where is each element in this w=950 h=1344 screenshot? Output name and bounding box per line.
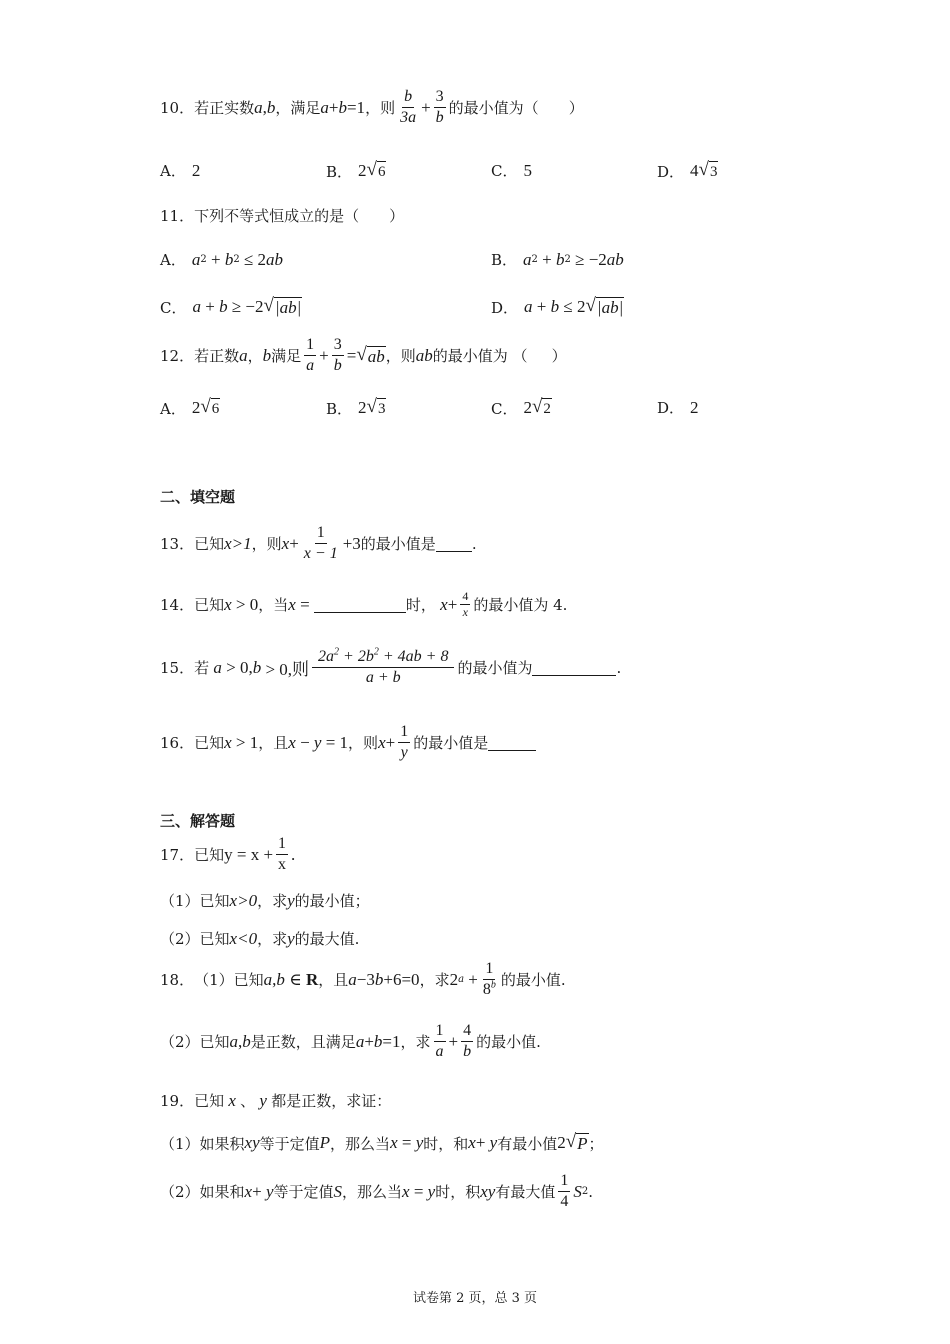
question-19: 19． 已知 x 、 y 都是正数，求证：	[160, 1090, 392, 1110]
section-heading-fill-in: 二、填空题	[160, 488, 236, 506]
question-text: 时，	[405, 596, 436, 614]
question-text: ，那么当	[330, 1134, 391, 1153]
question-text: 等于定值	[273, 1183, 334, 1201]
option-label: A．	[160, 399, 186, 418]
question-text: 满足	[271, 347, 302, 365]
question-text: ，则	[365, 99, 396, 117]
question-13: 13． 已知 x>1 ，则 x + $\frac{1}{x - 1}$ +3 的最小值是 .	[160, 524, 477, 562]
question-18-part-1: 18． （1）已知 a , b ∈ R ，且 a −3 b +6=0 ，求 2 a + $\frac{1}{8^b}$ 的最小值.	[160, 960, 566, 998]
section-heading-solutions: 三、解答题	[160, 812, 236, 830]
answer-blank[interactable]	[532, 659, 616, 676]
option-d[interactable]: D． a + b ≤ 2 √ |ab|	[491, 295, 624, 317]
question-text: ；	[588, 1134, 604, 1153]
sqrt: √ ab	[356, 343, 385, 366]
option-label: B．	[326, 162, 353, 181]
question-text: ）	[389, 207, 405, 225]
question-text: ，则	[348, 734, 379, 752]
fraction: $\frac{4}{x}$	[462, 589, 469, 619]
option-a[interactable]	[160, 160, 200, 181]
question-text: ）	[568, 99, 584, 117]
question-10: 10． 若正实数 a , b ，满足 a + b =1 ，则 $\frac{b}{3a}$ + $\frac{3}{b}$ 的最小值为（ ）	[160, 88, 584, 126]
question-text: 的最小值为	[457, 659, 533, 677]
option-label: C．	[491, 399, 518, 418]
option-label: D．	[491, 298, 519, 317]
option-label: A．	[160, 251, 186, 269]
question-text: .	[588, 1182, 593, 1201]
question-text: .	[616, 658, 622, 677]
fraction: $\frac{3}{b}$	[435, 88, 444, 126]
sqrt: √ |ab|	[263, 295, 302, 317]
sqrt: √ |ab|	[585, 295, 624, 317]
question-text: （1）如果积	[160, 1134, 245, 1153]
question-text: ，求	[400, 1033, 431, 1051]
question-number: 11．	[160, 207, 195, 225]
question-text: ，	[247, 347, 263, 365]
fraction: $\frac{2a^2 + 2b^2 + 4ab + 8}{a + b}$	[314, 646, 453, 686]
question-text: ，求	[419, 971, 450, 989]
question-text: 是正数，且满足	[250, 1033, 356, 1051]
question-11	[160, 205, 404, 226]
option-d[interactable]	[657, 160, 718, 182]
math-expr: y	[287, 890, 295, 910]
question-text: .	[471, 534, 477, 553]
math-expr: x<0	[229, 928, 258, 948]
question-text: （2）已知	[160, 1033, 230, 1051]
question-17-part-2	[160, 928, 359, 949]
option-b[interactable]: B． 2 √ 3	[326, 396, 386, 418]
question-number: 17．	[160, 846, 195, 864]
question-number: 10．	[160, 99, 195, 117]
sqrt: √ P	[565, 1131, 588, 1153]
question-17-part-1	[160, 890, 370, 911]
option-d[interactable]	[657, 397, 699, 418]
option-value: 2	[191, 160, 201, 180]
fraction: $\frac{1}{8^b}$	[482, 960, 496, 998]
question-12: 12． 若正数 a ， b 满足 $\frac{1}{a}$ + $\frac{3}{b}$ = √ ab ，则 ab 的最小值为 （ ）	[160, 336, 567, 374]
fraction: $\frac{3}{b}$	[333, 336, 342, 374]
question-text: 都是正数，求证：	[271, 1092, 392, 1110]
question-text: 若正数	[194, 347, 240, 365]
question-text: 下列不等式恒成立的是（	[194, 207, 360, 225]
option-label: C．	[160, 298, 187, 317]
option-label: D．	[657, 162, 685, 181]
question-17: 17． 已知 y = x + $\frac{1}{x}$ .	[160, 835, 296, 873]
question-number: 12．	[160, 347, 195, 365]
option-label: D．	[657, 399, 685, 417]
fraction: $\frac{4}{b}$	[463, 1022, 472, 1060]
question-number: 14．	[160, 596, 195, 614]
option-c[interactable]: C． a + b ≥ −2 √ |ab|	[160, 295, 302, 317]
question-number: 18．	[160, 971, 195, 989]
option-c[interactable]: C． 2 √ 2	[491, 396, 551, 418]
option-a[interactable]: A． 2 √ 6	[160, 396, 220, 418]
question-text: 时，积	[435, 1183, 481, 1201]
question-number: 19．	[160, 1092, 195, 1110]
sqrt: √ 3	[698, 159, 718, 180]
question-text: ，当	[258, 596, 289, 614]
question-16: 16． 已知 x > 1 ，且 x − y = 1 ，则 x + $\frac{1}{y}$ 的最小值是	[160, 723, 536, 762]
question-text: ，且	[258, 734, 289, 752]
question-text: 已知	[194, 846, 225, 864]
question-number: 16．	[160, 734, 195, 752]
question-text: （2）如果和	[160, 1183, 245, 1201]
question-text: 有最大值	[495, 1183, 556, 1201]
question-text: 的最小值；	[294, 892, 370, 910]
question-number: 13．	[160, 535, 195, 553]
question-text: ，那么当	[342, 1183, 403, 1201]
answer-blank[interactable]	[314, 596, 406, 613]
question-text: 若正实数	[194, 99, 255, 117]
question-text: 已知	[194, 734, 225, 752]
question-text: 、	[240, 1092, 256, 1110]
question-18-part-2: （2）已知 a , b 是正数，且满足 a + b =1 ，求 $\frac{1}{a}$ + $\frac{4}{b}$ 的最小值.	[160, 1022, 541, 1060]
question-text: 的最小值.	[500, 971, 566, 989]
option-a[interactable]: A． a 2 + b 2 ≤ 2 ab	[160, 249, 284, 269]
question-text: ，满足	[275, 99, 321, 117]
question-text: （2）已知	[160, 930, 230, 948]
question-text: 的最小值是	[360, 535, 436, 553]
question-number: 15．	[160, 659, 195, 677]
math-expr: x>0	[229, 890, 258, 910]
question-text: ，则	[385, 347, 416, 365]
question-text: 的最大值.	[294, 930, 360, 948]
question-text: ，求	[257, 930, 288, 948]
question-text: ）	[551, 347, 567, 365]
fraction: $\frac{b}{3a}$	[400, 88, 417, 126]
answer-blank[interactable]	[436, 535, 472, 552]
option-value: 5	[523, 160, 532, 180]
math-expr: x>1	[224, 533, 252, 553]
fraction: $\frac{1}{y}$	[400, 723, 409, 761]
math-expr: y	[287, 928, 295, 948]
fraction: $\frac{1}{x}$	[278, 835, 287, 873]
question-text: 的最小值为（	[448, 99, 539, 117]
question-text: ，且	[318, 971, 349, 989]
question-text: 已知	[194, 535, 225, 553]
option-b[interactable]	[326, 160, 386, 182]
question-15: 15． 若 a > 0, b > 0,则 $\frac{2a^2 + 2b^2 + 4ab + 8}{a + b}$ 的最小值为 .	[160, 646, 622, 686]
option-c[interactable]	[491, 160, 532, 181]
option-label: C．	[491, 162, 518, 180]
question-14: 14． 已知 x > 0 ，当 x = 时， x + $\frac{4}{x}$ 的最小值为 4.	[160, 589, 568, 619]
page-footer: 试卷第 2 页，总 3 页	[412, 1291, 538, 1306]
fraction: $\frac{1}{a}$	[435, 1022, 444, 1060]
option-value: 2	[358, 161, 367, 180]
question-text: 有最小值	[497, 1134, 558, 1153]
question-text: 时，和	[423, 1134, 469, 1153]
question-19-part-2: （2）如果和 x + y 等于定值 S ，那么当 x = y 时，积 xy 有最大值 $\frac{1}{4}$ S 2 .	[160, 1172, 593, 1210]
question-text: 若	[194, 659, 210, 677]
sqrt: √ 6	[366, 159, 386, 180]
fraction: $\frac{1}{x - 1}$	[303, 524, 338, 562]
question-text: （1）已知	[160, 892, 230, 910]
question-19-part-1: （1）如果积 xy 等于定值 P ，那么当 x = y 时，和 x + y 有最小值 2 √ P ；	[160, 1131, 604, 1153]
option-label: B．	[326, 399, 353, 418]
option-b[interactable]: B． a 2 + b 2 ≥ −2 ab	[491, 249, 624, 269]
option-value: 4	[690, 161, 699, 180]
question-text: 的最小值为 （	[432, 347, 528, 365]
question-text: 的最小值.	[476, 1033, 541, 1051]
option-label: A．	[160, 162, 186, 180]
question-text: ，则	[251, 535, 282, 553]
option-label: B．	[491, 251, 518, 269]
question-text: 等于定值	[259, 1134, 320, 1153]
math-expr: a	[254, 97, 263, 117]
question-text: 已知	[194, 596, 225, 614]
question-text: ，求	[257, 892, 288, 910]
question-text: 的最小值为 4.	[473, 596, 568, 614]
fraction: $\frac{1}{4}$	[560, 1172, 569, 1210]
fraction: $\frac{1}{a}$	[306, 336, 315, 374]
question-text: 的最小值是	[413, 734, 489, 752]
option-value: 2	[690, 397, 699, 417]
answer-blank[interactable]	[488, 734, 536, 751]
question-text: 已知	[194, 1092, 225, 1110]
question-text: （1）已知	[194, 971, 264, 989]
